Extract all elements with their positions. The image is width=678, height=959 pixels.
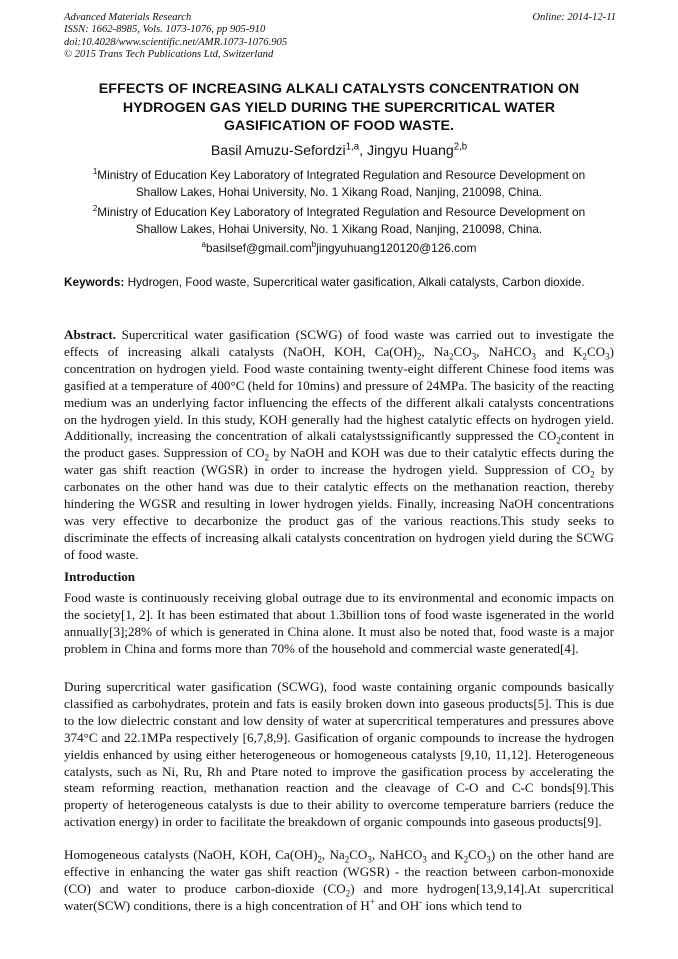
doi-line[interactable]: doi:10.4028/www.scientific.net/AMR.1073-1076.905 [64,36,288,48]
paragraph-text: ions which tend to [422,897,522,913]
abstract-text: by carbonates on the other hand was due to their catalytic effects on the methanation reaction, thereby hindering the WGSR and resulting in lower hydrogen yields. Finally, increasing NaOH concentrations was very effective to decarbonize the product gas of the various reactions.This study seeks to discriminate the effects of increasing alkali catalysts concentration on hydrogen yield during the SCWG of food waste. [64,462,614,562]
author-list [52,141,626,161]
affiliation-line: Shallow Lakes, Hohai University, No. 1 Xikang Road, Nanjing, 210098, China. [135,221,543,236]
abstract [64,327,614,564]
paragraph-text: CO [468,847,487,862]
abstract-text: ) concentration on hydrogen yield. Food waste containing twenty-eight different Chinese food items was gasified at a temperature of 400°C (held for 10mins) and pressure of 24MPa. The basicity of the reacting medium was an underlying factor influencing the effects of the different alkali catalysts concentrations on the hydrogen yield. In this study, KOH generally had the highest catalytic effects on hydrogen yield. Additionally, increasing the concentration of alkali catalystssignificantly suppressed the CO [64,343,614,444]
subscript: 2 [345,888,351,899]
paragraph-text: and K [426,847,464,862]
author-separator: , [359,143,367,159]
subscript: 2 [264,452,270,463]
email-marker: b [311,240,317,250]
paragraph: Food waste is continuously receiving global outrage due to its environmental and economic impacts on the society[1, 2]. It has been estimated that about 1.3billion tons of food waste isgenerated in the world annually[3];28% of which is generated in China alone. It must also be noted that, food waste is a major problem in China and forms more than 70% of the household and commercial waste generated[4]. [64,590,614,656]
subscript: 2 [556,436,561,447]
journal-name: Advanced Materials Research [64,12,192,23]
author-emails [52,240,626,256]
abstract-text: Supercritical water gasification (SCWG) of food waste was carried out to investigate the effects of increasing alkali catalysts (NaOH, KOH, Ca(OH) [64,327,614,359]
online-date: Online: 2014-12-11 [532,12,616,23]
author-superscript: 1,a [345,141,360,153]
title-line: EFFECTS OF INCREASING ALKALI CATALYSTS CONCENTRATION ON [98,81,580,97]
superscript: + [369,896,375,907]
paragraph-text: ) on the other hand are effective in enhancing the water gas shift reaction (WGSR) - the reaction between carbon-monoxide (CO) and water to produce carbon-dioxide (CO [64,847,614,896]
subscript: 3 [486,854,491,865]
paragraph: During supercritical water gasification (SCWG), food waste containing organic compounds basically classified as carbohydrates, protein and fats is easily broken down into gaseous products[5]. This is due to the low dielectric constant and low density of water at supercritical temperatures and pressures above 374°C and 22.1MPa respectively [6,7,8,9]. Gasification of organic compounds to increase the hydrogen yieldis enhanced by using either heterogeneous or homogeneous catalysts [9,10, 11,12]. Heterogeneous catalysts, such as Ni, Ru, Rh and Ptare noted to improve the gasification process by accelerating the steam reforming reaction, methanation reaction and the cleavage of C-O and C-C bonds[9].This property of heterogeneous catalysts is due to their ability to overcome temperature barriers (reduce the activation energy) in order to facilitate the breakdown of organic compounds into gaseous products[9]. [64,679,614,830]
paragraph-text: ) and more hydrogen[13,9,14].At supercritical water(SCW) conditions, there is a high concentration of H [64,880,614,913]
affiliation-marker: 2 [92,204,98,214]
subscript: 2 [463,854,469,865]
abstract-text: by NaOH and KOH was due to their catalytic effects during the water gas shift reaction (WGSR) in order to increase the hydrogen yield. Suppression of CO [64,445,614,478]
subscript: 3 [531,351,536,362]
paragraph-text: Homogeneous catalysts (NaOH, KOH, Ca(OH) [64,847,318,862]
affiliation-line: Shallow Lakes, Hohai University, No. 1 Xikang Road, Nanjing, 210098, China. [135,184,543,199]
paragraph-text: , Na [321,847,345,862]
paragraph-text: and OH [374,897,420,913]
section-heading-introduction: Introduction [64,569,136,584]
author-superscript: 2,b [453,141,468,153]
title-line: GASIFICATION OF FOOD WASTE. [223,118,455,134]
subscript: 2 [344,854,350,865]
subscript: 2 [416,351,422,362]
affiliation-1 [52,167,626,201]
subscript: 2 [449,351,454,362]
journal-header [64,12,616,62]
keywords [64,274,614,291]
subscript: 3 [605,351,610,362]
affiliation-2 [52,204,626,238]
affiliation-marker: 1 [92,167,98,177]
abstract-text: and K [535,343,583,359]
title-line: HYDROGEN GAS YIELD DURING THE SUPERCRITICAL WATER [122,99,556,116]
abstract-text: , Na [421,343,450,359]
paragraph-text: , NaHCO [371,847,423,862]
copyright-line: © 2015 Trans Tech Publications Ltd, Switzerland [64,49,274,61]
issn-line: ISSN: 1662-8985, Vols. 1073-1076, pp 905-910 [64,24,266,36]
email-link[interactable]: basilsef@gmail.com [206,241,312,255]
abstract-text: content in the product gases. Suppression of CO [64,428,615,461]
subscript: 3 [422,854,427,865]
author-name: Jingyu Huang [366,143,454,159]
abstract-text: CO [586,343,606,359]
abstract-text: , NaHCO [476,343,532,359]
subscript: 3 [471,351,477,362]
subscript: 2 [582,351,587,362]
superscript: - [419,896,423,907]
abstract-text: CO [453,343,472,359]
paper-title [52,80,626,136]
keywords-label: Keywords: [64,275,125,289]
affiliation-line: Ministry of Education Key Laboratory of Integrated Regulation and Resource Development on [97,168,586,182]
affiliation-line: Ministry of Education Key Laboratory of Integrated Regulation and Resource Development on [97,205,586,219]
email-link[interactable]: jingyuhuang120120@126.com [316,241,477,255]
paragraph-text: CO [349,847,368,862]
abstract-label: Abstract. [64,327,116,342]
subscript: 2 [317,854,322,865]
keywords-text: Hydrogen, Food waste, Supercritical water gasification, Alkali catalysts, Carbon dioxide. [124,275,585,289]
email-marker: a [201,240,207,250]
paragraph [64,847,614,915]
subscript: 3 [367,854,372,865]
subscript: 2 [590,469,595,480]
author-name: Basil Amuzu-Sefordzi [210,143,346,159]
